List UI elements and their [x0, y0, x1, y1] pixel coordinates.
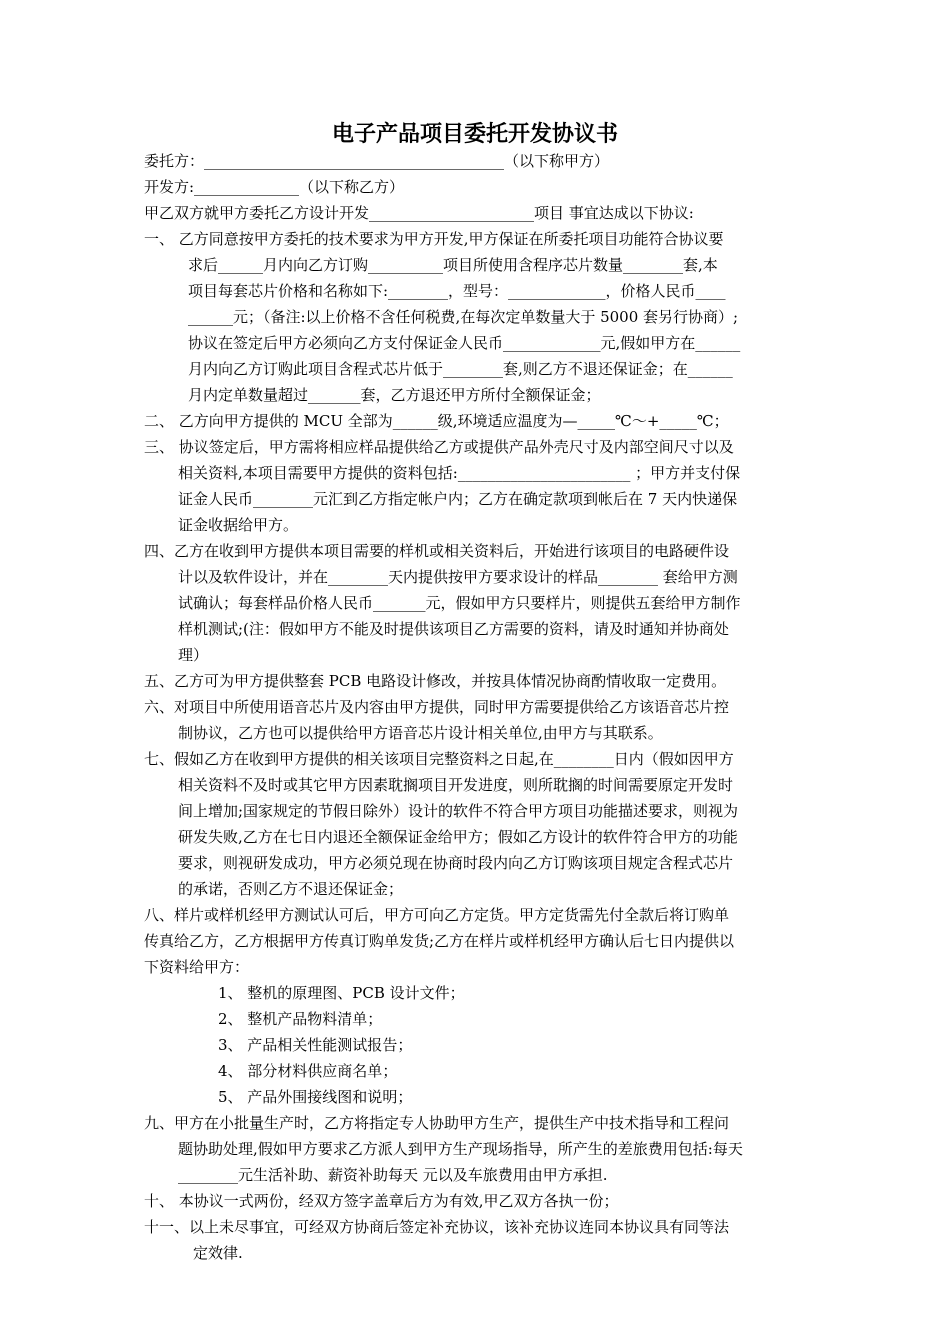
list-item: 4、 部分材料供应商名单； [218, 1062, 398, 1080]
clause-line: 十一、以上未尽事宜，可经双方协商后签定补充协议，该补充协议连同本协议具有同等法 [144, 1218, 730, 1236]
clause-line: 制协议，乙方也可以提供给甲方语音芯片设计相关单位,由甲方与其联系。 [178, 724, 663, 742]
clause-line: 传真给乙方，乙方根据甲方传真订购单发货;乙方在样片或样机经甲方确认后七日内提供以 [144, 932, 735, 950]
clause-line: 相关资料不及时或其它甲方因素耽搁项目开发进度，则所耽搁的时间需要原定开发时 [178, 776, 734, 794]
clause-line: 三、 协议签定后，甲方需将相应样品提供给乙方或提供产品外壳尺寸及内部空间尺寸以及 [144, 438, 734, 456]
clause-line: 四、乙方在收到甲方提供本项目需要的样机或相关资料后，开始进行该项目的电路硬件设 [144, 542, 730, 560]
clause-line: 协议在签定后甲方必须向乙方支付保证金人民币_____________元,假如甲方在______ [188, 334, 741, 352]
clause-line: 六、对项目中所使用语音芯片及内容由甲方提供，同时甲方需要提供给乙方该语音芯片控 [144, 698, 730, 716]
clause-line: 题协助处理,假如甲方要求乙方派人到甲方生产现场指导，所产生的差旅费用包括:每天 [178, 1140, 743, 1158]
clause-line: 下资料给甲方： [144, 958, 250, 976]
clause-line: 月内定单数量超过_______套，乙方退还甲方所付全额保证金； [188, 386, 601, 404]
list-item: 5、 产品外围接线图和说明； [218, 1088, 413, 1106]
clause-line: 相关资料,本项目需要甲方提供的资料包括:_______________________ ；甲方并支付保 [178, 464, 741, 482]
clause-line: 的承诺，否则乙方不退还保证金； [178, 880, 404, 898]
clause-line: ______元；（备注:以上价格不含任何税费,在每次定单数量大于 5000 套另行协商）; [188, 308, 739, 326]
clause-line: 七、假如乙方在收到甲方提供的相关该项目完整资料之日起,在________日内（假如因甲方 [144, 750, 734, 768]
clause-line: 试确认；每套样品价格人民币_______元，假如甲方只要样片，则提供五套给甲方制作 [178, 594, 741, 612]
list-item: 2、 整机产品物料清单； [218, 1010, 383, 1028]
clause-line: 甲乙双方就甲方委托乙方设计开发______________________项目 事宜达成以下协议: [144, 204, 694, 222]
clause-line: 证金人民币________元汇到乙方指定帐户内；乙方在确定款项到帐后在 7 天内快递保 [178, 490, 738, 508]
clause-line: 月内向乙方订购此项目含程式芯片低于________套,则乙方不退还保证金；在______ [188, 360, 733, 378]
clause-line: 计以及软件设计，并在________天内提供按甲方要求设计的样品________ 套给甲方测 [178, 568, 738, 586]
clause-line: 八、样片或样机经甲方测试认可后，甲方可向乙方定货。甲方定货需先付全款后将订购单 [144, 906, 730, 924]
clause-line: 项目每套芯片价格和名称如下:________，型号：_____________，价格人民币____ [188, 282, 726, 300]
clause-line: 二、 乙方向甲方提供的 MCU 全部为______级,环境适应温度为—_____℃～+_____℃； [144, 412, 729, 430]
document-title: 电子产品项目委托开发协议书 [331, 122, 618, 147]
clause-line: 求后______月内向乙方订购__________项目所使用含程序芯片数量________套,本 [188, 256, 718, 274]
clause-line: 样机测试;(注：假如甲方不能及时提供该项目乙方需要的资料，请及时通知并协商处 [178, 620, 729, 638]
clause-line: 证金收据给甲方。 [178, 516, 299, 534]
clause-line: 理） [178, 646, 209, 664]
clause-line: 定效律. [193, 1244, 243, 1262]
clause-line: 开发方:______________（以下称乙方） [144, 178, 405, 196]
clause-line: 十、 本协议一式两份，经双方签字盖章后方为有效,甲乙双方各执一份； [144, 1192, 619, 1210]
clause-line: 九、甲方在小批量生产时，乙方将指定专人协助甲方生产，提供生产中技术指导和工程问 [144, 1114, 730, 1132]
clause-line: 要求，则视研发成功，甲方必须兑现在协商时段内向乙方订购该项目规定含程式芯片 [178, 854, 734, 872]
clause-line: 一、 乙方同意按甲方委托的技术要求为甲方开发,甲方保证在所委托项目功能符合协议要 [144, 230, 724, 248]
clause-line: 间上增加;国家规定的节假日除外）设计的软件不符合甲方项目功能描述要求，则视为 [178, 802, 739, 820]
clause-line: 委托方：________________________________________（以下称甲方） [144, 152, 610, 170]
clause-line: 五、乙方可为甲方提供整套 PCB 电路设计修改，并按具体情况协商酌情收取一定费用。 [144, 672, 727, 690]
list-item: 3、 产品相关性能测试报告； [218, 1036, 413, 1054]
clause-line: ________元生活补助、薪资补助每天 元以及车旅费用由甲方承担. [178, 1166, 608, 1184]
list-item: 1、 整机的原理图、PCB 设计文件； [218, 984, 465, 1002]
clause-line: 研发失败,乙方在七日内退还全额保证金给甲方；假如乙方设计的软件符合甲方的功能 [178, 828, 738, 846]
